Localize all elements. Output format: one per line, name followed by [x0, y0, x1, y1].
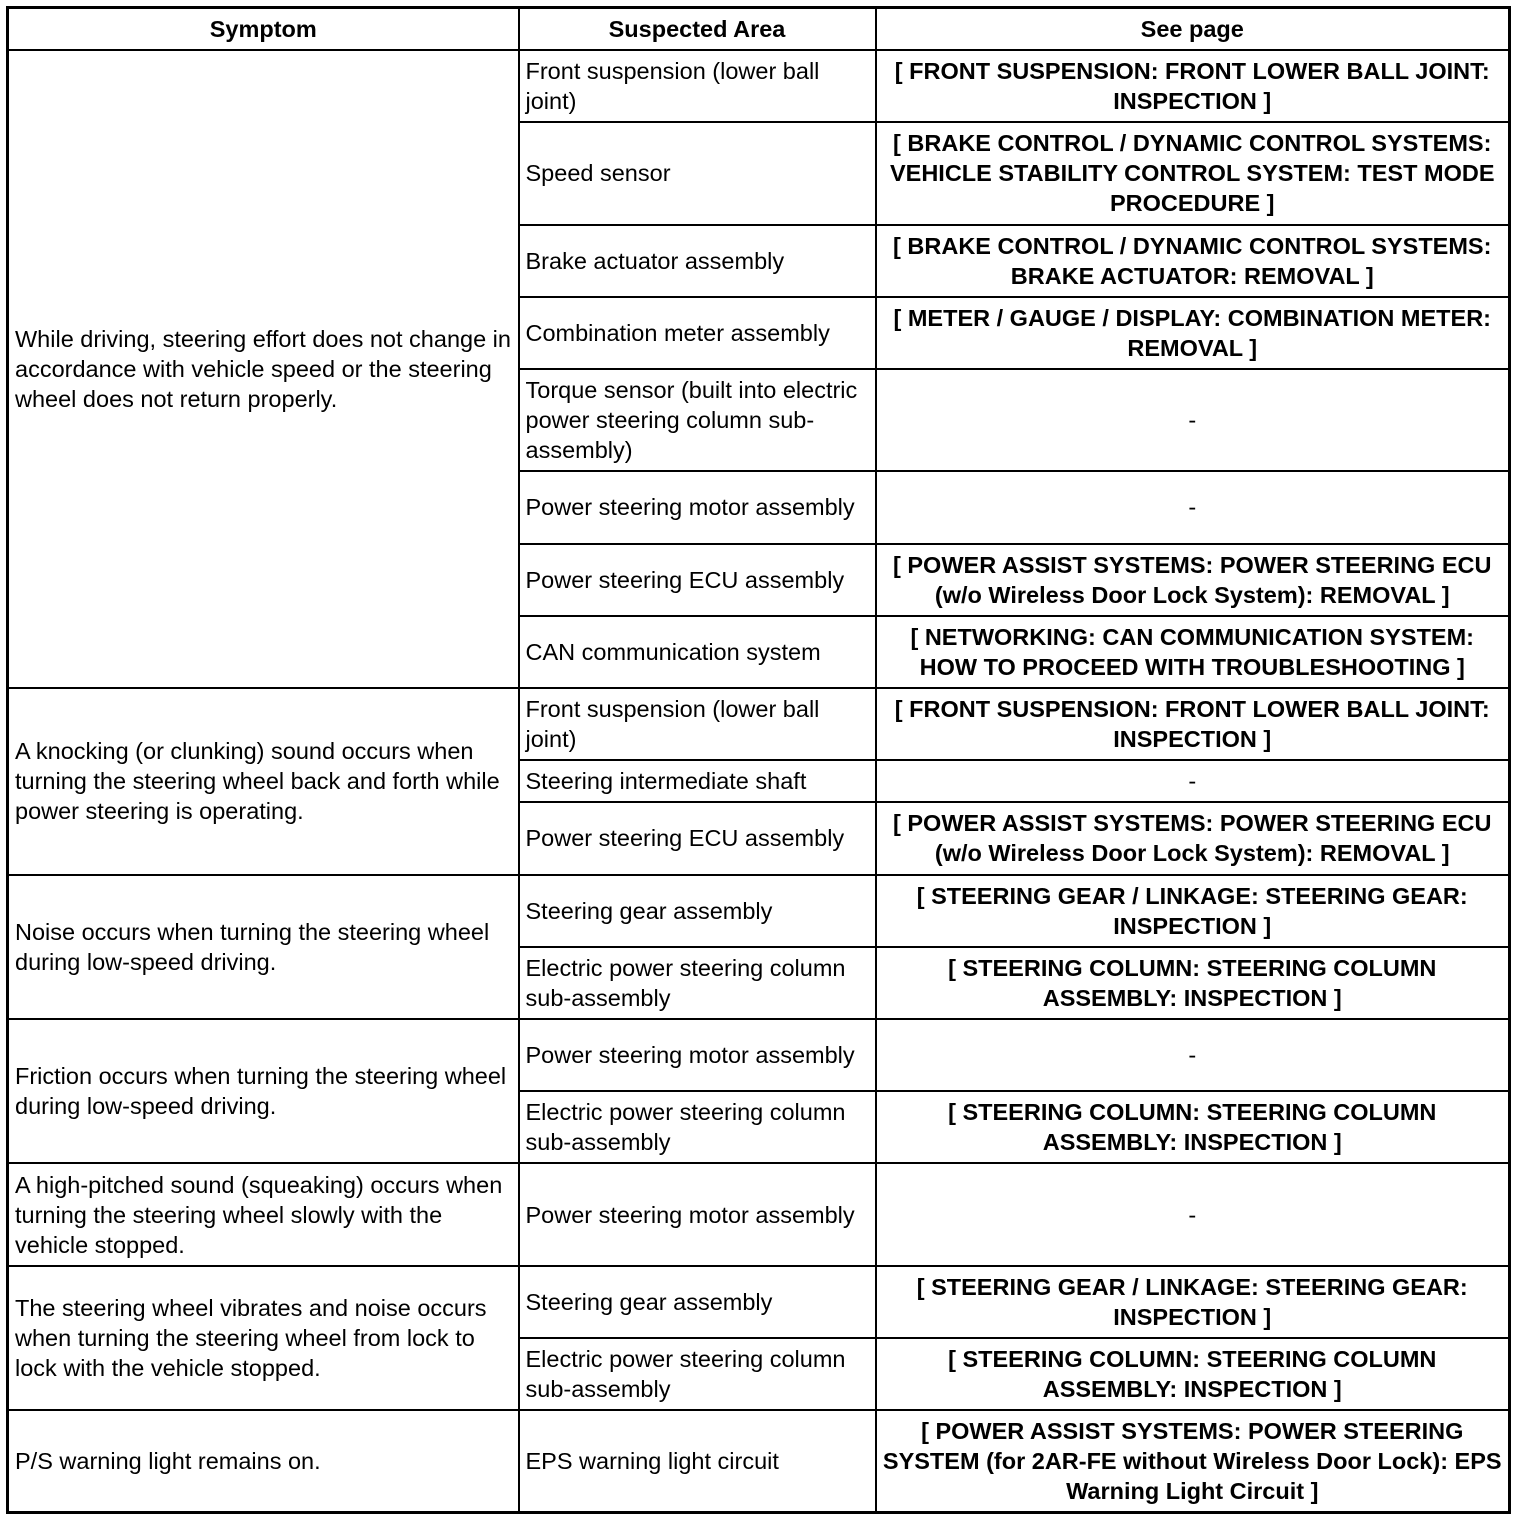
- table-row: [8, 688, 1510, 760]
- suspected-area-cell: Power steering ECU assembly: [519, 544, 876, 616]
- suspected-area-cell: Steering gear assembly: [519, 875, 876, 947]
- table-row: [8, 50, 1510, 122]
- header-row: [8, 8, 1510, 51]
- see-page-cell: -: [876, 369, 1510, 471]
- see-page-cell[interactable]: [ NETWORKING: CAN COMMUNICATION SYSTEM: HOW TO PROCEED WITH TROUBLESHOOTING ]: [876, 616, 1510, 688]
- table-row: [8, 1163, 1510, 1265]
- header-see-page: See page: [876, 8, 1510, 51]
- see-page-cell: -: [876, 471, 1510, 543]
- see-page-cell[interactable]: [ BRAKE CONTROL / DYNAMIC CONTROL SYSTEMS: BRAKE ACTUATOR: REMOVAL ]: [876, 225, 1510, 297]
- table-row: [8, 875, 1510, 947]
- header-symptom: Symptom: [8, 8, 519, 51]
- see-page-cell[interactable]: [ POWER ASSIST SYSTEMS: POWER STEERING ECU (w/o Wireless Door Lock System): REMOVAL ]: [876, 802, 1510, 874]
- table-body: [8, 50, 1510, 1513]
- header-suspected-area: Suspected Area: [519, 8, 876, 51]
- suspected-area-cell: Power steering ECU assembly: [519, 802, 876, 874]
- suspected-area-cell: Steering intermediate shaft: [519, 760, 876, 802]
- suspected-area-cell: Torque sensor (built into electric power steering column sub-assembly): [519, 369, 876, 471]
- see-page-cell: -: [876, 1019, 1510, 1091]
- suspected-area-cell: CAN communication system: [519, 616, 876, 688]
- see-page-cell[interactable]: [ FRONT SUSPENSION: FRONT LOWER BALL JOINT: INSPECTION ]: [876, 50, 1510, 122]
- table-row: [8, 1266, 1510, 1338]
- see-page-cell: -: [876, 760, 1510, 802]
- suspected-area-cell: Front suspension (lower ball joint): [519, 688, 876, 760]
- symptom-cell: A knocking (or clunking) sound occurs when turning the steering wheel back and forth while power steering is operating.: [8, 688, 519, 875]
- see-page-cell[interactable]: [ POWER ASSIST SYSTEMS: POWER STEERING ECU (w/o Wireless Door Lock System): REMOVAL ]: [876, 544, 1510, 616]
- see-page-cell[interactable]: [ POWER ASSIST SYSTEMS: POWER STEERING SYSTEM (for 2AR-FE without Wireless Door Lock): EPS Warning Light Circuit ]: [876, 1410, 1510, 1512]
- see-page-cell[interactable]: [ FRONT SUSPENSION: FRONT LOWER BALL JOINT: INSPECTION ]: [876, 688, 1510, 760]
- suspected-area-cell: Speed sensor: [519, 122, 876, 224]
- symptom-cell: While driving, steering effort does not change in accordance with vehicle speed or the steering wheel does not return properly.: [8, 50, 519, 688]
- suspected-area-cell: Power steering motor assembly: [519, 1163, 876, 1265]
- symptom-cell: P/S warning light remains on.: [8, 1410, 519, 1512]
- suspected-area-cell: Power steering motor assembly: [519, 1019, 876, 1091]
- suspected-area-cell: Electric power steering column sub-assembly: [519, 1091, 876, 1163]
- suspected-area-cell: Electric power steering column sub-assembly: [519, 947, 876, 1019]
- suspected-area-cell: Brake actuator assembly: [519, 225, 876, 297]
- table-row: [8, 1019, 1510, 1091]
- see-page-cell: -: [876, 1163, 1510, 1265]
- see-page-cell[interactable]: [ METER / GAUGE / DISPLAY: COMBINATION METER: REMOVAL ]: [876, 297, 1510, 369]
- suspected-area-cell: Steering gear assembly: [519, 1266, 876, 1338]
- troubleshooting-table: [6, 6, 1511, 1514]
- see-page-cell[interactable]: [ STEERING GEAR / LINKAGE: STEERING GEAR: INSPECTION ]: [876, 875, 1510, 947]
- see-page-cell[interactable]: [ STEERING COLUMN: STEERING COLUMN ASSEMBLY: INSPECTION ]: [876, 947, 1510, 1019]
- symptom-cell: Noise occurs when turning the steering wheel during low-speed driving.: [8, 875, 519, 1019]
- see-page-cell[interactable]: [ STEERING COLUMN: STEERING COLUMN ASSEMBLY: INSPECTION ]: [876, 1338, 1510, 1410]
- suspected-area-cell: Power steering motor assembly: [519, 471, 876, 543]
- symptom-cell: A high-pitched sound (squeaking) occurs when turning the steering wheel slowly with the vehicle stopped.: [8, 1163, 519, 1265]
- see-page-cell[interactable]: [ STEERING COLUMN: STEERING COLUMN ASSEMBLY: INSPECTION ]: [876, 1091, 1510, 1163]
- table-row: [8, 1410, 1510, 1512]
- suspected-area-cell: Front suspension (lower ball joint): [519, 50, 876, 122]
- see-page-cell[interactable]: [ BRAKE CONTROL / DYNAMIC CONTROL SYSTEMS: VEHICLE STABILITY CONTROL SYSTEM: TEST MODE PROCEDURE ]: [876, 122, 1510, 224]
- suspected-area-cell: Combination meter assembly: [519, 297, 876, 369]
- suspected-area-cell: EPS warning light circuit: [519, 1410, 876, 1512]
- symptom-cell: The steering wheel vibrates and noise occurs when turning the steering wheel from lock to lock with the vehicle stopped.: [8, 1266, 519, 1410]
- suspected-area-cell: Electric power steering column sub-assembly: [519, 1338, 876, 1410]
- symptom-cell: Friction occurs when turning the steering wheel during low-speed driving.: [8, 1019, 519, 1163]
- see-page-cell[interactable]: [ STEERING GEAR / LINKAGE: STEERING GEAR: INSPECTION ]: [876, 1266, 1510, 1338]
